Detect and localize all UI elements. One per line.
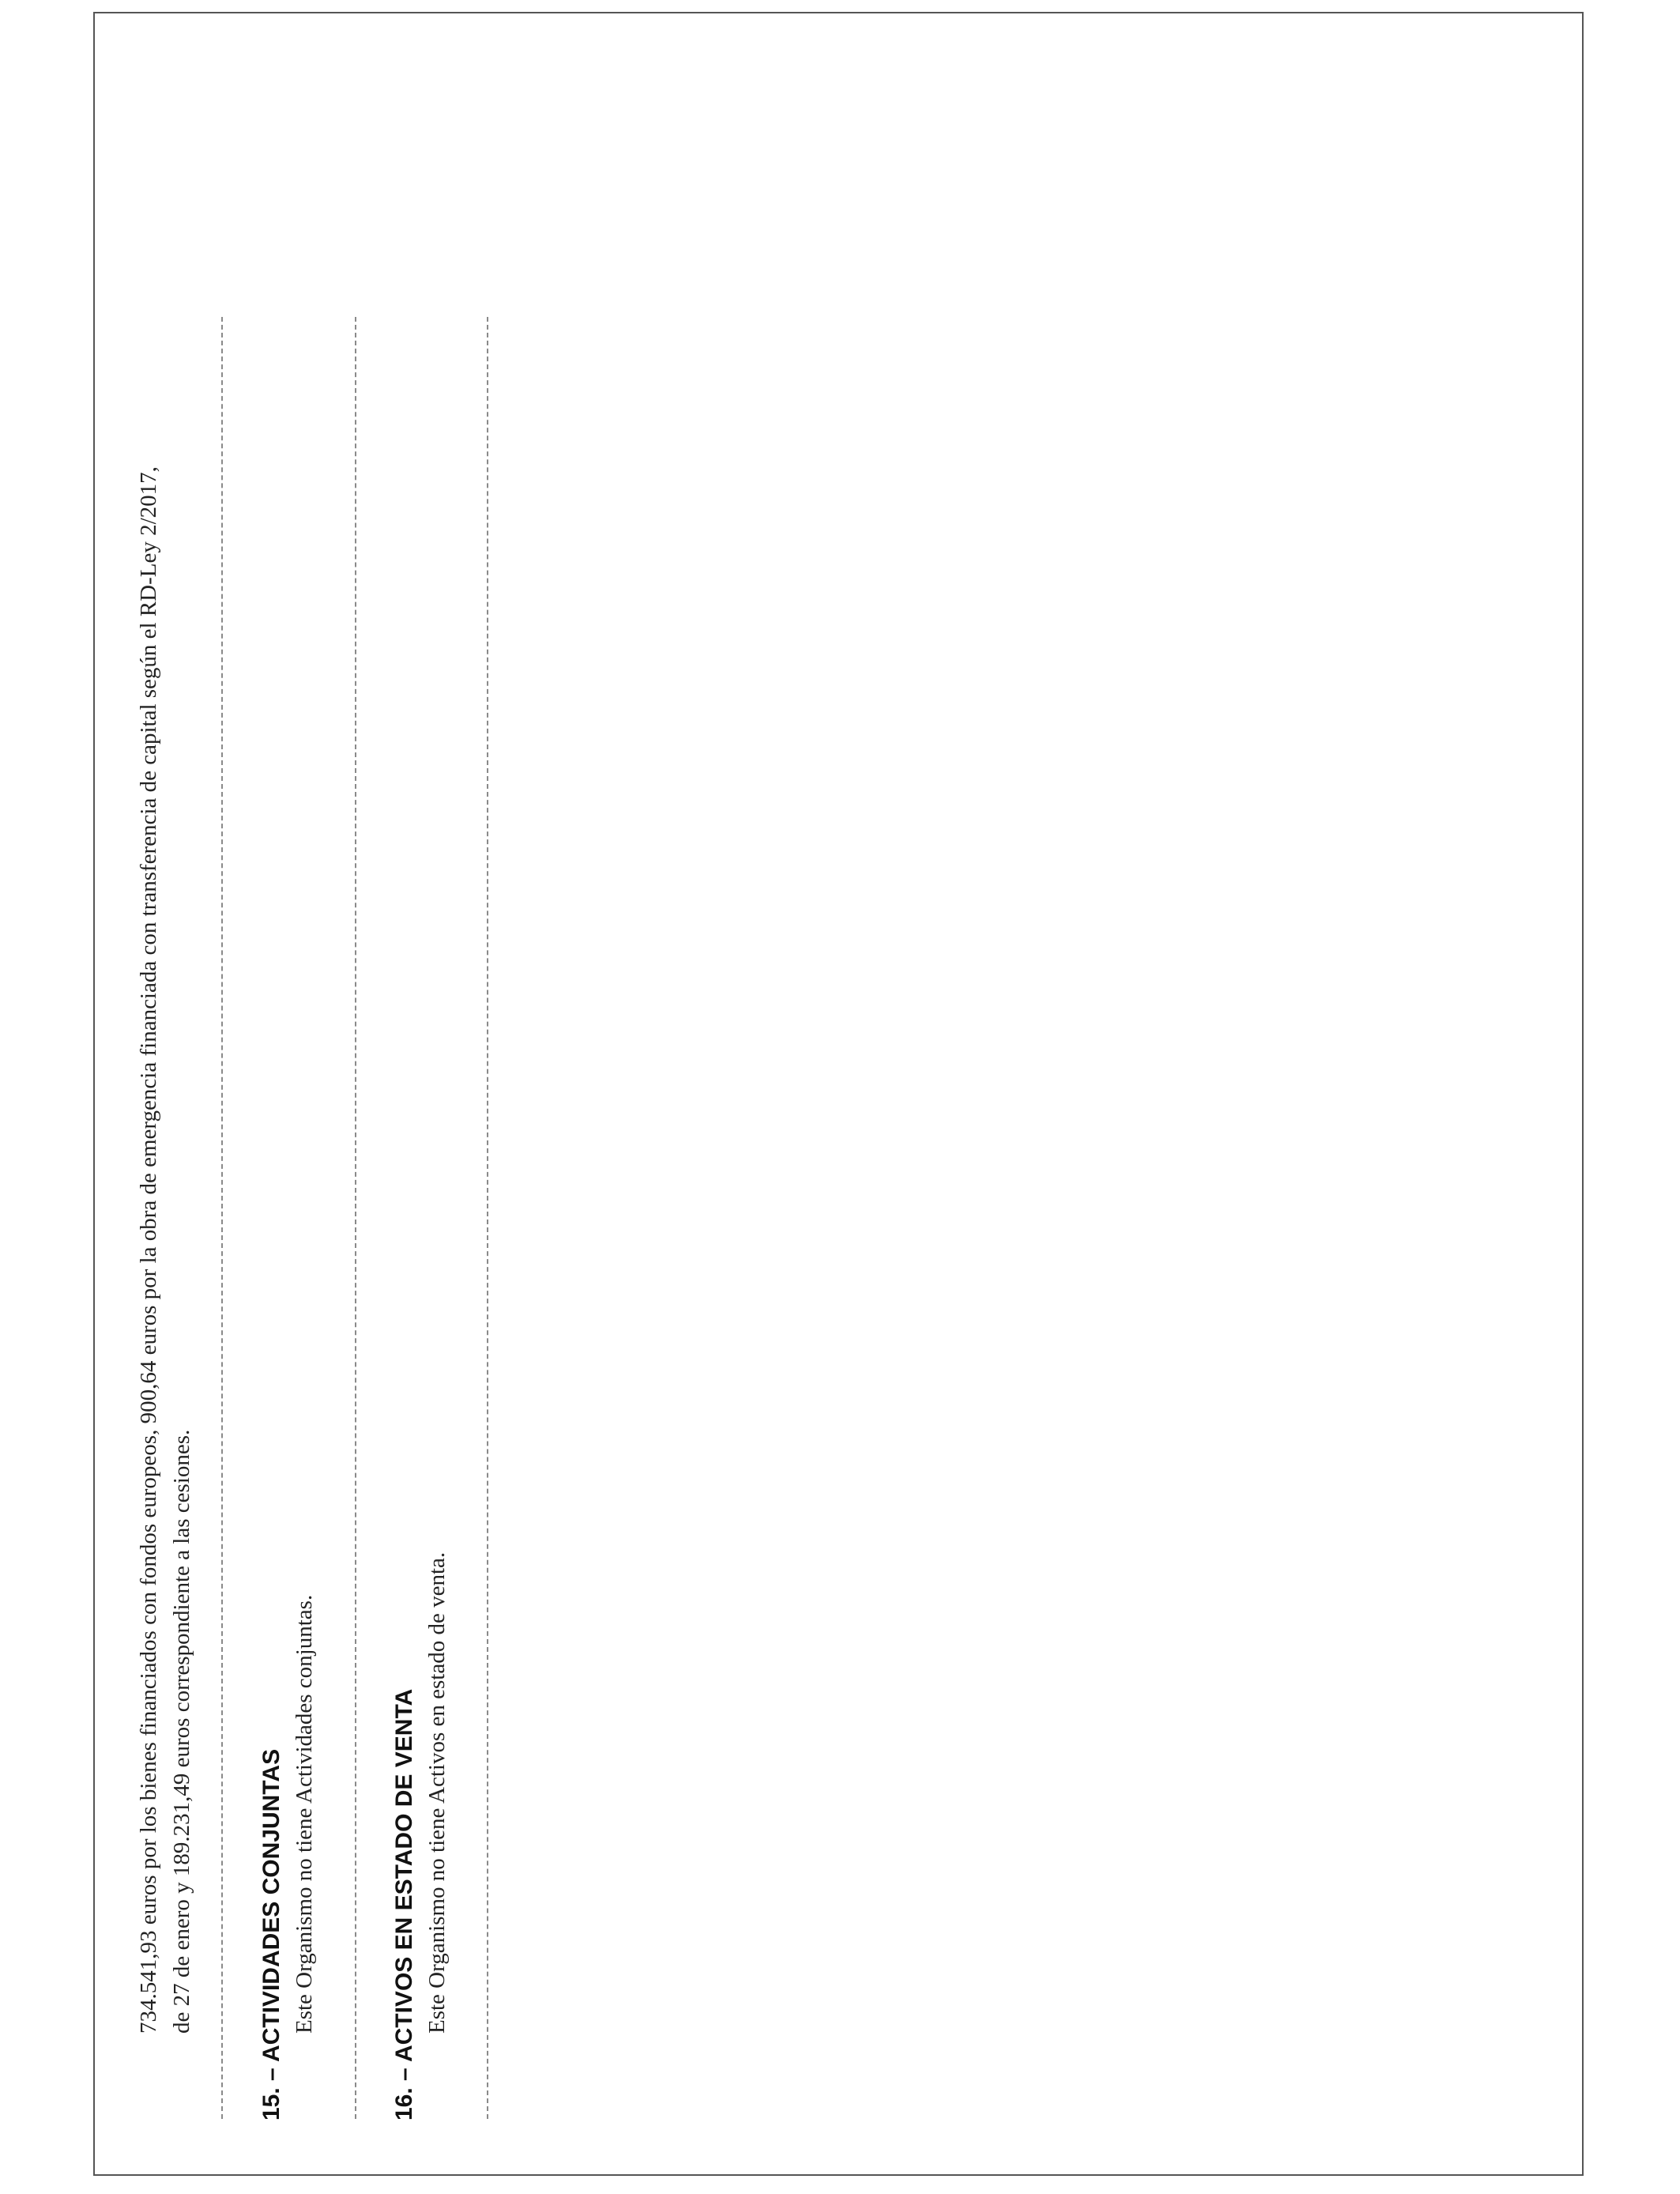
intro-line-1: 734.541,93 euros por los bienes financiados con fondos europeos, 900,64 euros por la obra de emergencia financiada con transferencia de capital según el RD-Ley 2/2017,	[136, 466, 161, 2034]
section-16	[389, 1552, 454, 2120]
rotated-content	[96, 15, 1584, 2176]
intro-line-2: de 27 de enero y 189.231,49 euros correspondiente a las cesiones.	[169, 1429, 194, 2034]
page-frame	[93, 12, 1584, 2176]
section-text: Este Organismo no tiene Actividades conjuntas.	[292, 1594, 317, 2034]
section-divider	[355, 317, 356, 2119]
section-divider	[487, 317, 488, 2119]
section-text: Este Organismo no tiene Activos en estado de venta.	[424, 1551, 450, 2034]
section-15	[256, 1595, 321, 2120]
section-heading: 16. – ACTIVOS EN ESTADO DE VENTA	[391, 1688, 417, 2120]
section-heading: 15. – ACTIVIDADES CONJUNTAS	[258, 1748, 284, 2120]
section-divider	[221, 317, 223, 2119]
intro-paragraph	[132, 466, 198, 2034]
